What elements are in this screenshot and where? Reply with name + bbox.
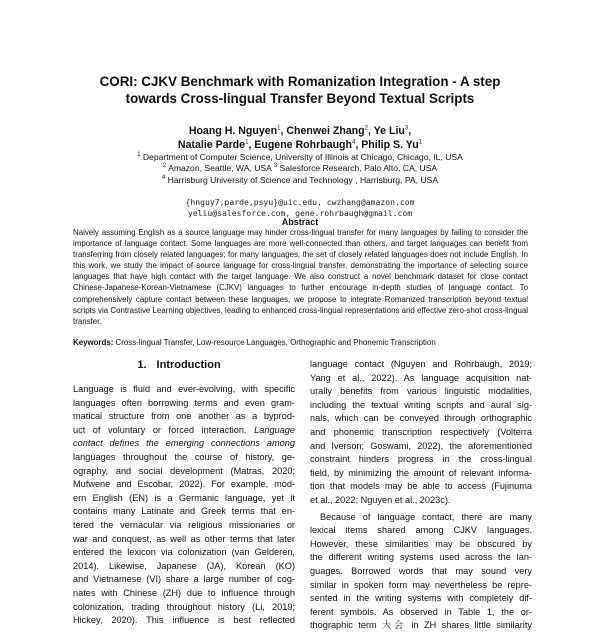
left-column [73,383,295,626]
abstract-heading: Abstract [281,217,319,227]
author-line-1 [40,125,560,139]
text-line: nals, which can be conveyed through orthographic [310,413,532,424]
text-line: uct of voluntary or forced interaction. Language [73,424,295,435]
text-line: including the textual writing scripts and aural sig- [310,399,532,410]
affiliation-marker: 3 [404,125,409,132]
text-line: Language is fluid and ever-evolving, with specific [73,384,295,394]
intro-paragraph-2 [310,511,532,633]
title-line-1: CORI: CJKV Benchmark with Romanization Integration - A step [99,74,501,89]
author-separator: , [408,125,412,137]
text-line: language contact (Nguyen and Rohrbaugh, 2019; [310,359,532,369]
text-line: nates with Chinese (ZH) due to influence through [73,587,295,598]
text-line: Yang et al., 2022). As language acquisition nat- [310,372,532,383]
text-line: ferent symbols. As observed in Table 1, the or- [310,606,532,617]
affiliation-number: 4 [161,174,166,181]
text-line: tered the vernacular via religious missionaries or [73,519,295,530]
text-line: the different writing systems used across the lan- [310,552,532,563]
text-line: lexical items shared among CJKV languages. [310,525,532,536]
affiliation-marker: 4 [352,138,356,145]
author-name: Natalie Parde [177,138,246,151]
affiliation-number: 1 [137,152,141,159]
text-line: ography, and social development (Matras, 2020; [73,465,295,476]
affiliation-2 [40,163,560,174]
text-line: Because of language contact, there are many [320,511,532,522]
email-line-1: {hnguy7,parde,psyu}@uic.edu, cwzhang@amazon.com [185,197,415,207]
text-line: languages throughout the course of history, ge- [73,451,295,462]
text-line: and Vietnamese (VI) share a large number of cog- [73,574,295,585]
text-line: tion that models may be able to access (Fujinuma [310,481,532,492]
text-line: ern English (EN) is a Germanic language, yet it [73,492,295,503]
affiliation-marker: 1 [277,125,281,132]
text-line: urally benefits from various linguistic modalities, [310,386,532,397]
text-line: 2014). Likewise, Japanese (JA), Korean (KO) [73,560,295,571]
author-name: , Eugene Rohrbaugh [248,138,352,151]
text-line: Hickey, 2020). This influence is best reflected [73,615,295,626]
affiliation-marker: 2 [364,125,368,132]
affiliation-text: Salesforce Research, Palo Alto, CA, USA [277,163,438,174]
text-line: sented in the writing systems with completely dif- [310,593,532,604]
section-heading [73,358,295,372]
keywords-text: Cross-lingual Transfer, Low-resource Languages, Orthographic and Phonemic Transcription [113,338,436,347]
abstract-text: Naively assuming English as a source language may hinder cross-lingual transfer for many languages by failing to consider the importance of language contact. Some languages are more well-connected than others, and target languages can benefit from transferring from closely related languages; for many languages, the set of closely related languages does not include English. In this work, we study the impact of source language for cross-lingual transfer, demonstrating the importance of selecting source languages that have high contact with the target language. We also construct a novel benchmark dataset for close contact Chinese-Japanese-Korean-Vietnamese (CJKV) languages to further encourage in-depth studies of language contact. To comprehensively capture contact between these languages, we propose to integrate Romanized transcription beyond textual scripts via Contrastive Learning objectives, leading to enhanced cross-lingual representations and effective zero-shot cross-lingual transfer. [73,228,528,326]
text-line: entered the lexicon via colonization (van Gelderen, [73,547,295,558]
paper-title [40,73,560,107]
text-line: matical structure from one another as a byprod- [73,411,295,422]
affiliation-3 [40,175,560,186]
email-line-2: yeliu@salesforce.com, gene.rohrbaugh@gmail.com [187,208,413,218]
right-column [310,358,532,631]
text-line: constraint hinders progress in the cross-lingual [310,454,532,465]
text-line: war and conquest, as well as other terms that later [73,533,295,544]
text-line: and Iverson; Goswami, 2022), the aforementioned [310,440,532,451]
affiliation-number: 2 [162,163,167,170]
author-name: , Ye Liu [367,125,405,137]
text-line: contains many Latinate and Greek terms that en- [73,506,295,517]
affiliation-text: Department of Computer Science, University of Illinois at Chicago, Chicago, IL, USA [140,152,463,162]
text-line: languages often borrowing terms and even gram- [73,397,295,408]
affiliation-marker: 1 [245,138,249,145]
text-line: thographic term 大会 in ZH shares little similarity [310,620,532,631]
section-number: 1. [137,359,147,371]
text-line: colonization, trading throughout history (Li, 2019; [73,601,295,612]
affiliation-1 [40,152,560,163]
author-name: Hoang H. Nguyen [188,125,278,137]
text-line: contact defines the emerging connections among [73,438,295,449]
text-line: Mufwene and Escobar, 2022). For example, mod- [73,479,295,490]
intro-paragraph-1-cont [310,358,532,508]
affiliations [40,152,560,186]
affiliation-text: Harrisburg University of Science and Technology , Harrisburg, PA, USA [165,174,439,185]
keywords [73,337,528,348]
author-name: , Philip S. Yu [355,138,419,151]
text-line: guages. Borrowed words that may sound very [310,565,532,576]
affiliation-number: 3 [273,163,278,170]
affiliation-text: Amazon, Seattle, WA, USA [166,163,274,174]
text-line: and phonemic transcription respectively (Volterra [310,426,532,437]
italic-term: Language [254,424,295,435]
title-line-2: towards Cross-lingual Transfer Beyond Textual Scripts [125,91,475,106]
text-line: et al., 2022; Nguyen et al., 2023c). [310,494,451,505]
text-line: However, these similarities may be obscured by [310,538,532,549]
keywords-label: Keywords: [73,338,114,347]
text-line: similar in spoken form may nevertheless be repre- [310,579,532,590]
author-line-2 [40,139,560,153]
intro-paragraph-1 [73,383,295,628]
section-title: Introduction [156,359,221,371]
author-list [40,125,560,152]
text-line: field, by minimizing the amount of relevant informa- [310,467,532,478]
author-name: , Chenwei Zhang [280,125,365,137]
affiliation-marker: 1 [418,138,423,145]
